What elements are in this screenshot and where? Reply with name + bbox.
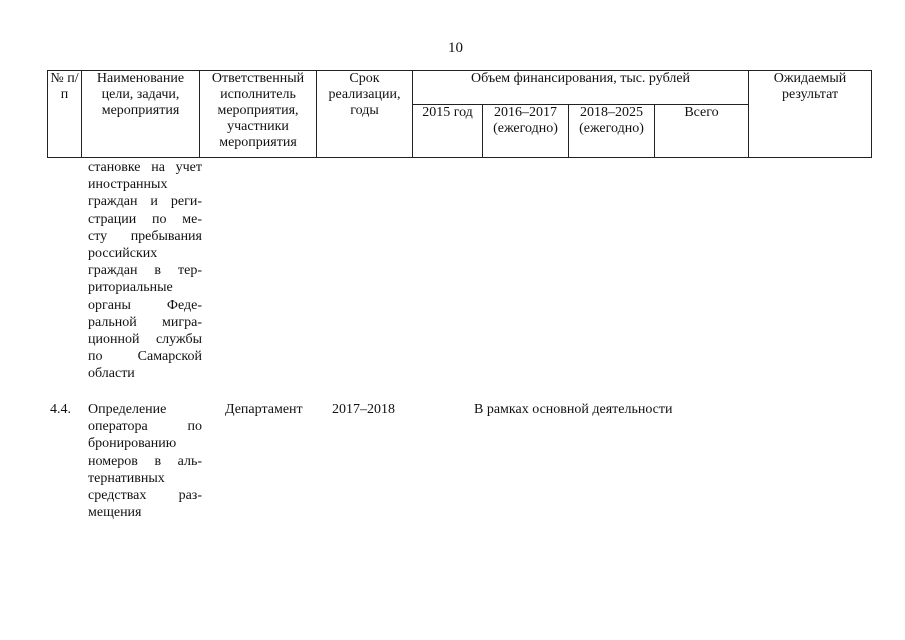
header-name: Наименование цели, задачи, мероприятия [82, 71, 200, 158]
continued-line: органы Феде- [88, 297, 202, 313]
continued-line: ционной службы [88, 332, 202, 348]
row-4-4-name-line: оператора по [88, 419, 202, 435]
continued-line: области [88, 366, 135, 382]
header-total: Всего [655, 105, 749, 158]
continued-line: российских [88, 246, 158, 262]
continued-line: становке на учет [88, 160, 202, 175]
header-2018-2025: 2018–2025 (ежегодно) [569, 105, 655, 158]
header-num: № п/п [48, 71, 82, 158]
header-financing: Объем финансирования, тыс. рублей [413, 71, 749, 105]
row-4-4-name-line: тернативных [88, 470, 165, 486]
continued-line: иностранных [88, 177, 168, 193]
row-4-4-name-line: средствах раз- [88, 488, 202, 504]
row-4-4-name-line: номеров в аль- [88, 453, 202, 469]
header-2015: 2015 год [413, 105, 483, 158]
continued-line: ральной мигра- [88, 314, 202, 330]
row-4-4-name-line: Определение [88, 402, 167, 417]
row-4-4-term: 2017–2018 [332, 402, 395, 417]
continued-line: сту пребывания [88, 228, 202, 244]
row-4-4-name-line: мещения [88, 505, 142, 521]
continued-line: по Самарской [88, 349, 202, 365]
continued-row-name [88, 159, 202, 383]
row-4-4-financing: В рамках основной деятельности [474, 402, 673, 417]
header-responsible: Ответственный исполнитель мероприятия, участники мероприятия [200, 71, 317, 158]
continued-line: граждан и реги- [88, 194, 202, 210]
row-4-4-name [88, 401, 202, 521]
row-4-4-num: 4.4. [50, 402, 71, 417]
row-4-4-responsible: Департамент [225, 402, 303, 417]
continued-line: страции по ме- [88, 211, 202, 227]
continued-line: риториальные [88, 280, 173, 296]
table-header [47, 70, 872, 158]
page-number: 10 [448, 40, 463, 56]
header-2016-2017: 2016–2017 (ежегодно) [483, 105, 569, 158]
row-4-4-name-line: бронированию [88, 436, 177, 452]
header-term: Срок реализации, годы [317, 71, 413, 158]
header-result: Ожидаемый результат [749, 71, 872, 158]
continued-line: граждан в тер- [88, 263, 202, 279]
